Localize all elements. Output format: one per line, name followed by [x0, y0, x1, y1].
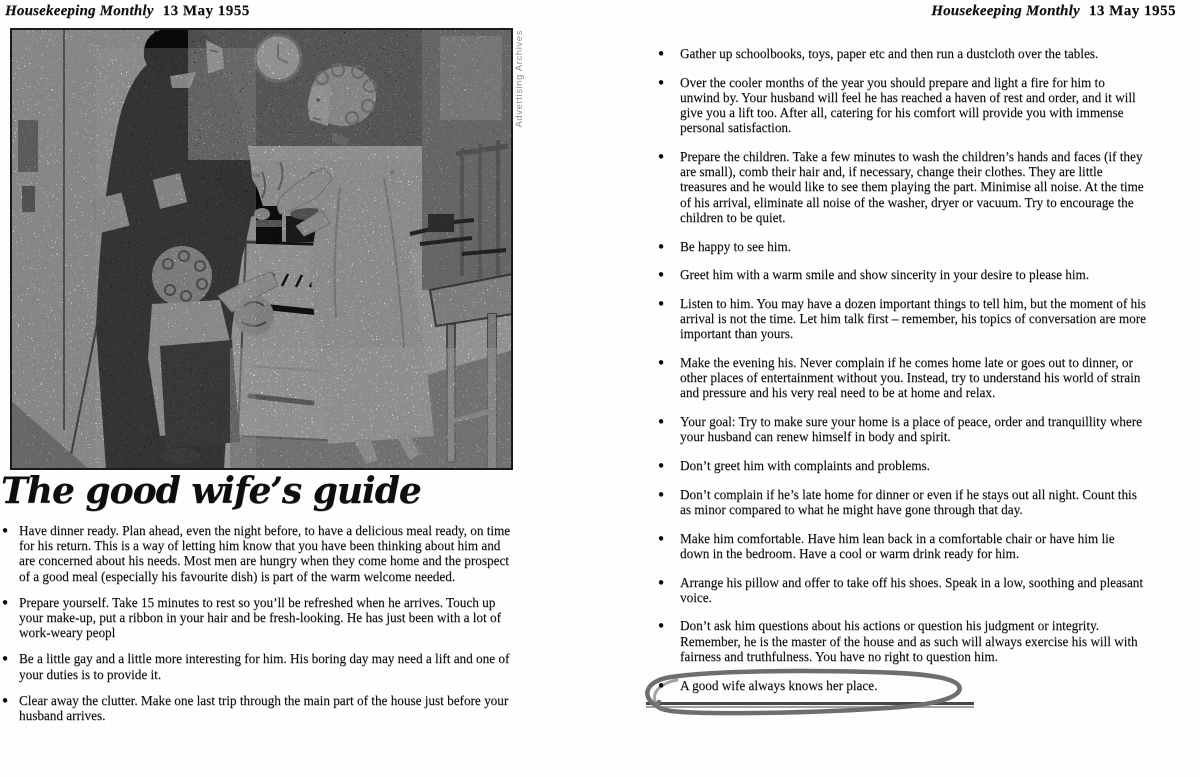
list-item-text: Make him comfortable. Have him lean back in a comfortable chair or have him lie down in the bedroom. Have a cool or warm drink ready for him. — [680, 530, 1115, 561]
bullet-icon: ● — [658, 679, 665, 691]
list-item-text: Prepare yourself. Take 15 minutes to rest so you’ll be refreshed when he arrives. Touch up your make-up, put a ribbon in your hair and be fresh-looking. He has just been with a lot of work-weary peopl — [19, 594, 501, 641]
masthead-date: 13 May 1955 — [1088, 3, 1176, 19]
bullet-icon: ● — [658, 151, 665, 163]
bullet-icon: ● — [2, 694, 9, 706]
bullet-icon: ● — [658, 357, 665, 369]
list-item-text: Be a little gay and a little more interesting for him. His boring day may need a lift and one of your duties is to provide it. — [19, 651, 510, 682]
list-item-text: Listen to him. You may have a dozen important things to tell him, but the moment of his arrival is not the time. Let him talk first – remember, his topics of conversation are more important than yours. — [680, 295, 1147, 342]
highlighted-item — [655, 678, 1147, 709]
photo-credit — [514, 30, 530, 180]
masthead-right — [931, 3, 1176, 20]
list-item — [655, 575, 1147, 605]
bullet-icon: ● — [658, 240, 665, 252]
list-item — [655, 75, 1147, 136]
list-item — [2, 651, 518, 681]
bullet-icon: ● — [658, 576, 665, 588]
masthead-title: Housekeeping Monthly — [5, 3, 154, 19]
bullet-icon: ● — [658, 460, 665, 472]
bullet-icon: ● — [658, 416, 665, 428]
end-rule — [646, 702, 974, 709]
list-item-text: Be happy to see him. — [680, 238, 791, 254]
article-title: The good wife’s guide — [1, 470, 421, 512]
list-item-text: Prepare the children. Take a few minutes to wash the children’s hands and faces (if they are small), comb their hair and, if necessary, change their clothes. They are little treasures and he would like to see them playing the part. Minimise all noise. At the time of his arrival, eliminate all noise of the washer, dryer or vacuum. Try to encourage the children to be quiet. — [680, 149, 1144, 225]
bullet-icon: ● — [658, 76, 665, 88]
list-item-text: Don’t greet him with complaints and problems. — [680, 458, 930, 474]
list-item-text: Over the cooler months of the year you should prepare and light a fire for him to unwind by. Your husband will feel he has reached a haven of rest and order, and it will give you a lift too. After all, catering for his comfort will provide you with immense personal satisfaction. — [680, 74, 1136, 136]
bullet-icon: ● — [658, 488, 665, 500]
list-item-text: Gather up schoolbooks, toys, paper etc and then run a dustcloth over the tables. — [680, 46, 1099, 61]
list-item — [2, 595, 518, 641]
bullet-icon: ● — [658, 48, 665, 59]
masthead-date: 13 May 1955 — [162, 3, 250, 19]
list-item — [655, 46, 1147, 61]
bullet-icon: ● — [2, 596, 9, 608]
list-item — [655, 355, 1147, 401]
list-item — [655, 149, 1147, 225]
list-item-text: Clear away the clutter. Make one last trip through the main part of the house just before your husband arrives. — [19, 692, 509, 724]
list-item — [2, 693, 518, 723]
list-item — [655, 487, 1147, 517]
list-item — [655, 414, 1147, 444]
list-item — [655, 618, 1147, 664]
list-item-text: Arrange his pillow and offer to take off his shoes. Speak in a low, soothing and pleasant voice. — [680, 574, 1144, 605]
highlighted-item-text: A good wife always knows her place. — [680, 677, 878, 693]
list-item — [655, 296, 1147, 342]
list-item-text: Don’t ask him questions about his actions or question his judgment or integrity. Remember, he is the master of the house and as such will always exercise his will with fairness and truthfulness. You have no right to question him. — [680, 618, 1138, 664]
kitchen-illustration — [10, 28, 513, 470]
kitchen-illustration-art — [10, 28, 513, 470]
list-item — [655, 531, 1147, 561]
list-item-text: Your goal: Try to make sure your home is a place of peace, order and tranquillity where your husband can renew himself in body and spirit. — [680, 414, 1142, 445]
masthead-left — [5, 3, 250, 20]
bullet-icon: ● — [658, 269, 665, 281]
list-item-text: Have dinner ready. Plan ahead, even the night before, to have a delicious meal ready, on time for his return. This is a way of letting him know that you have been thinking about him and are concerned about his needs. Most men are hungry when they come home and the prospect of a good meal (especially his favourite dish) is part of the warm welcome needed. — [19, 523, 511, 584]
right-column — [655, 46, 1147, 722]
left-column — [2, 523, 518, 734]
list-item — [2, 523, 518, 584]
list-item-text: Greet him with a warm smile and show sincerity in your desire to please him. — [680, 267, 1090, 283]
bullet-icon: ● — [2, 653, 9, 665]
list-item — [655, 458, 1147, 473]
bullet-icon: ● — [658, 620, 665, 632]
list-item — [655, 267, 1147, 282]
photo-credit-text: Advertising Archives — [514, 30, 525, 128]
masthead-title: Housekeeping Monthly — [931, 3, 1080, 19]
bullet-icon: ● — [658, 532, 665, 544]
bullet-icon: ● — [2, 525, 9, 536]
list-item-text: Don’t complain if he’s late home for dinner or even if he stays out all night. Count this as minor compared to what he might have gone through that day. — [680, 486, 1137, 517]
list-item-text: Make the evening his. Never complain if he comes home late or goes out to dinner, or other places of entertainment without you. Instead, try to understand his world of strain and pressure and his very real need to be at home and relax. — [680, 355, 1141, 401]
list-item — [655, 239, 1147, 254]
bullet-icon: ● — [658, 297, 665, 309]
